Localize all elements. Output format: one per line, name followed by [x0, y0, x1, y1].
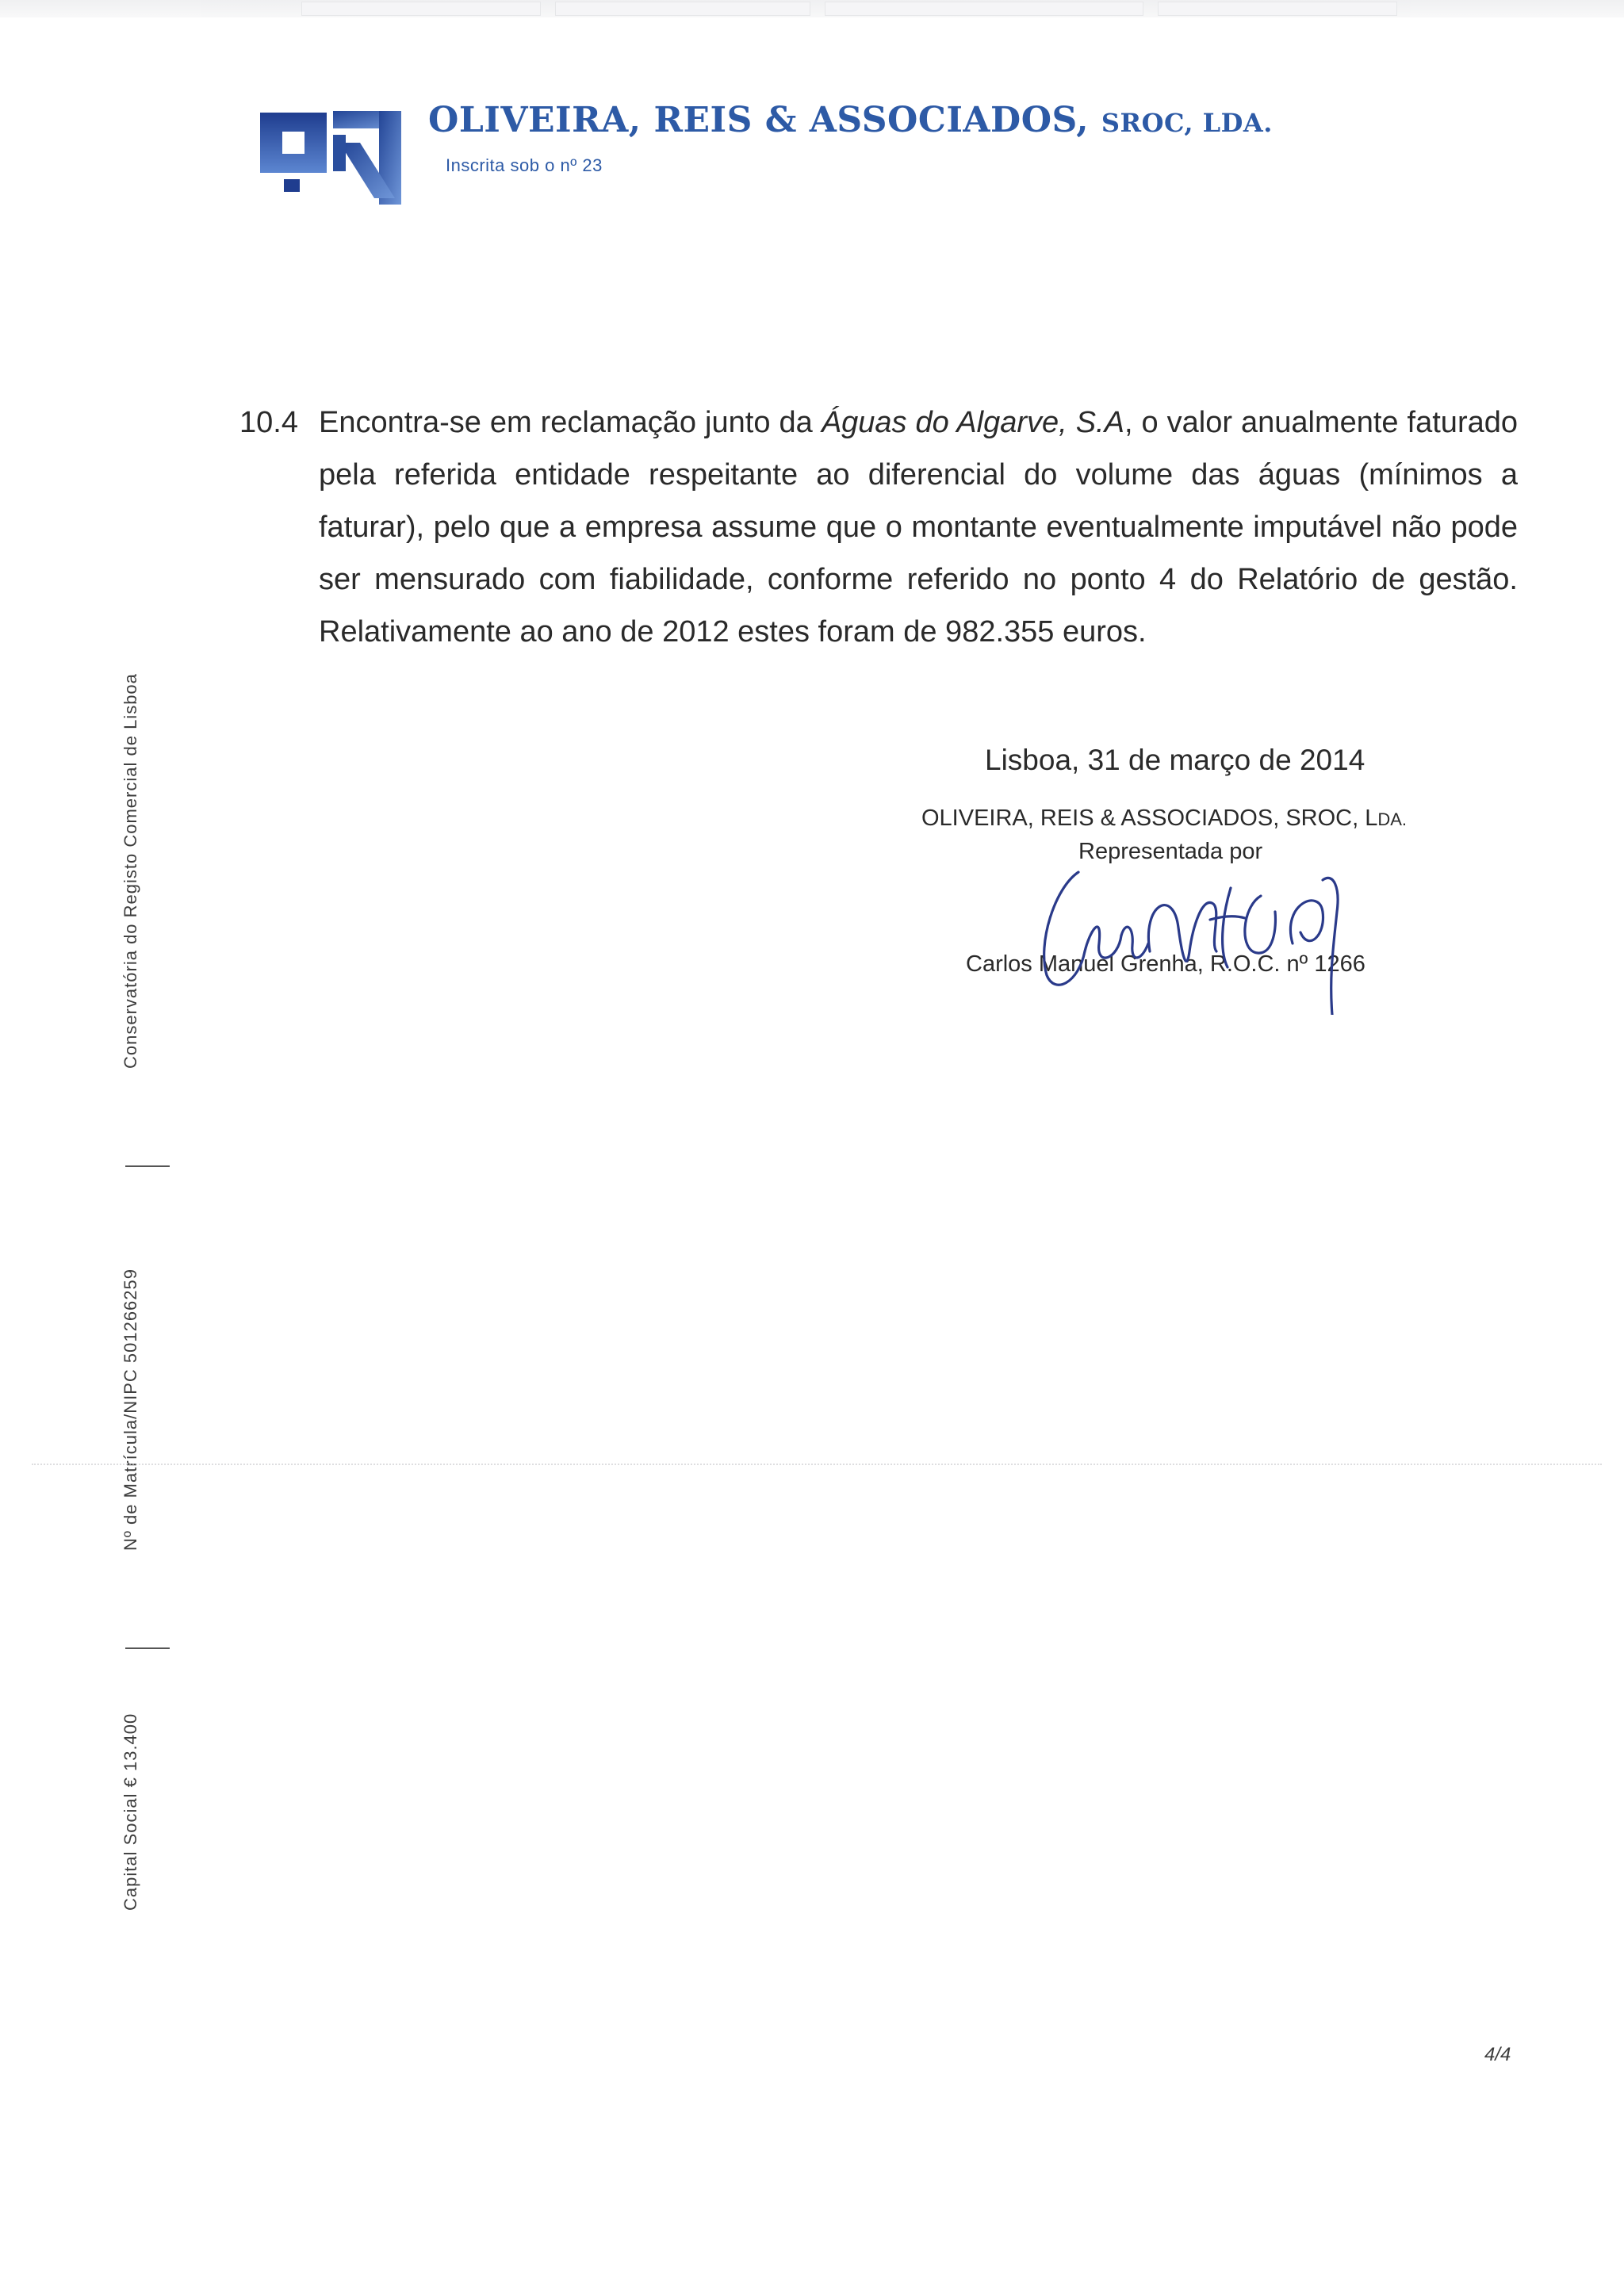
scan-artifact-segment	[825, 2, 1143, 16]
signer-name: Carlos Manuel Grenha, R.O.C. nº 1266	[966, 951, 1365, 977]
page-number: 4/4	[1484, 2044, 1511, 2065]
margin-separator	[125, 1165, 170, 1167]
margin-registry: Conservatória do Registo Comercial de Lisboa	[121, 673, 140, 1069]
note-text	[319, 396, 1518, 658]
handwritten-signature	[1023, 856, 1372, 1015]
note-text-after: , o valor anualmente faturado pela referida entidade respeitante ao diferencial do volume das águas (mínimos a faturar), pelo que a empresa assume que o montante eventualmente imputável não pode ser mensurado com fiabilidade, conforme referido no ponto 4 do Relatório de gestão. Relativamente ao ano de 2012 estes foram de 982.355 euros.	[319, 406, 1518, 649]
place-date: Lisboa, 31 de março de 2014	[985, 744, 1365, 776]
firm-name-main: OLIVEIRA, REIS & ASSOCIADOS,	[428, 100, 1090, 140]
firm-logo-icon	[260, 111, 401, 205]
represented-by: Representada por	[1078, 839, 1263, 864]
scan-artifact-segment	[1158, 2, 1397, 16]
registration-number: Inscrita sob o nº 23	[446, 155, 603, 175]
note-text-before: Encontra-se em reclamação junto da	[319, 406, 822, 439]
closing-firm-name	[921, 806, 1407, 832]
margin-capital: Capital Social € 13.400	[121, 1712, 140, 1911]
scan-artifact-segment	[555, 2, 810, 16]
margin-tax-number: Nº de Matrícula/NIPC 501266259	[121, 1269, 140, 1551]
firm-name-suffix: SROC, LDA.	[1101, 108, 1273, 138]
note-paragraph	[239, 396, 1518, 658]
margin-separator	[125, 1647, 170, 1649]
scan-artifact-segment	[301, 2, 541, 16]
entity-name: Águas do Algarve, S.A	[821, 406, 1124, 439]
scan-artifact-strip	[0, 0, 1624, 17]
closing-firm-suffix: DA.	[1377, 809, 1408, 829]
item-number: 10.4	[239, 406, 298, 439]
scan-dotted-line	[32, 1464, 1602, 1465]
firm-name	[428, 100, 1273, 140]
closing-firm-main: OLIVEIRA, REIS & ASSOCIADOS, SROC, L	[921, 806, 1378, 831]
